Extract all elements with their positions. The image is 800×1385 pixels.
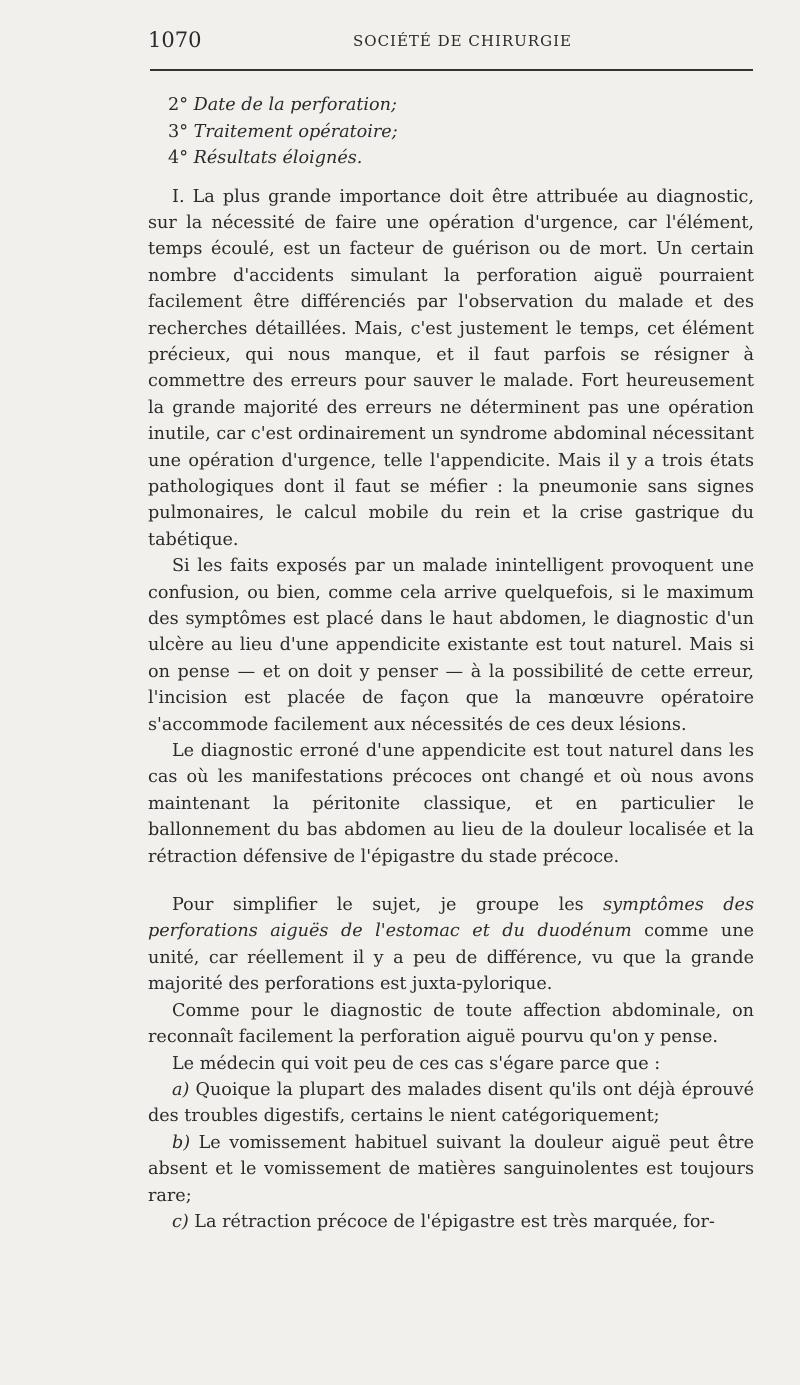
list-item-text: Date de la perforation; [193, 95, 397, 115]
paragraph-point-b [148, 1130, 754, 1209]
page-header [148, 28, 753, 58]
text-run: comme une unité, car réellement il y a peu de différence, vu que la grande majorité des perforations est juxta-pylorique. [148, 921, 755, 995]
list-item [168, 145, 754, 172]
running-title: SOCIÉTÉ DE CHIRURGIE [353, 32, 572, 50]
list-item-number: 3° [168, 121, 188, 142]
paragraph-symptoms-grouping [148, 892, 754, 998]
paragraph-diagnostic-importance: I. La plus grande importance doit être attribuée au diagnostic, sur la nécessité de faire une opération d'urgence, car l'élément, temps écoulé, est un facteur de guérison ou de mort. Un certain nombre d'accidents simulant la perforation aiguë pourraient facilement être différenciés par l'observation du malade et des recherches détaillées. Mais, c'est justement le temps, cet élément précieux, qui nous manque, et il faut parfois se résigner à commettre des erreurs pour sauver le malade. Fort heureusement la grande majorité des erreurs ne déterminent pas une opération inutile, car c'est ordinairement un syndrome abdominal nécessitant une opération d'urgence, telle l'appendicite. Mais il y a trois états pathologiques dont il faut se méfier : la pneumonie sans signes pulmonaires, le calcul mobile du rein et la crise gastrique du tabétique. [148, 186, 754, 550]
point-label: b) [172, 1132, 191, 1153]
list-item [168, 92, 754, 119]
body-text [148, 92, 754, 1235]
paragraph-erroneous-diagnosis: Le diagnostic erroné d'une appendicite est tout naturel dans les cas où les manifestations précoces ont changé et où nous avons maintenant la péritonite classique, et en particulier le ballonnement du bas abdomen au lieu de la douleur localisée et la rétraction défensive de l'épigastre du stade précoce. [148, 741, 754, 867]
point-text: Le vomissement habituel suivant la douleur aiguë peut être absent et le vomissement de matières sanguinolentes est toujours rare; [148, 1132, 754, 1206]
point-label: a) [172, 1079, 190, 1100]
paragraph-recognition: Comme pour le diagnostic de toute affection abdominale, on reconnaît facilement la perforation aiguë pourvu qu'on y pense. [148, 1000, 754, 1048]
paragraph-point-a [148, 1077, 754, 1130]
list-item-text: Traitement opératoire; [193, 121, 398, 142]
paragraph-physician: Le médecin qui voit peu de ces cas s'égare parce que : [172, 1053, 661, 1074]
list-item [168, 119, 754, 146]
list-item-number: 2° [168, 95, 188, 115]
point-text: La rétraction précoce de l'épigastre est très marquée, for- [188, 1211, 715, 1232]
page-number: 1070 [148, 28, 202, 52]
header-rule [150, 69, 753, 71]
paragraph-confusion: Si les faits exposés par un malade inintelligent provoquent une confusion, ou bien, comme cela arrive quelquefois, si le maximum des symptômes est placé dans le haut abdomen, le diagnostic d'un ulcère au lieu d'une appendicite existante est tout naturel. Mais si on pense — et on doit y penser — à la possibilité de cette erreur, l'incision est placée de façon que la manœuvre opératoire s'accommode facilement aux nécessités de ces deux lésions. [148, 556, 754, 735]
point-label: c) [172, 1211, 189, 1232]
list-item-number: 4° [168, 148, 188, 168]
paragraph-point-c [148, 1209, 754, 1235]
list-item-text: Résultats éloignés. [193, 148, 363, 168]
text-run: Pour simplifier le sujet, je groupe les [172, 895, 604, 916]
point-text: Quoique la plupart des malades disent qu'ils ont déjà éprouvé des troubles digestifs, certains le nient catégoriquement; [148, 1079, 754, 1127]
italic-text-run: symptômes des perforations aiguës de l'estomac et du duodénum [148, 895, 754, 942]
